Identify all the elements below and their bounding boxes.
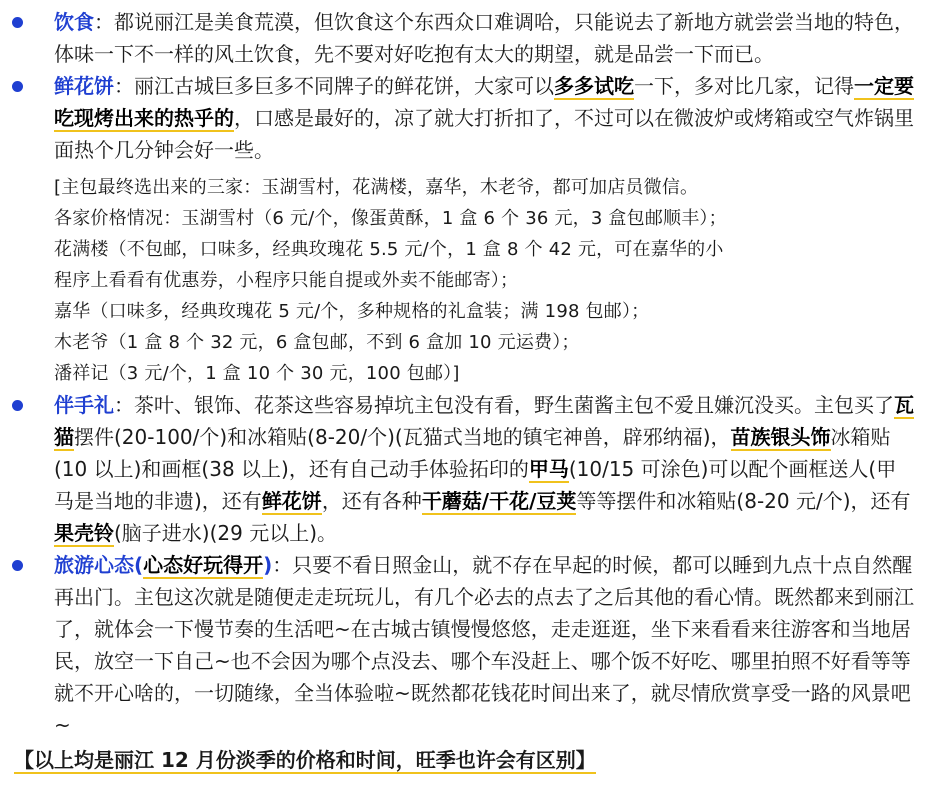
body-text: ，还有各种 (321, 489, 422, 513)
bullet-list (6, 6, 916, 741)
highlight-text: 多多试吃 (554, 74, 634, 98)
body-text: ：都说丽江是美食荒漠，但饮食这个东西众口难调哈，只能说去了新地方就尝尝当地的特色，体味一下不一样的风土饮食，先不要对好吃抱有太大的期望，就是品尝一下而已。 (54, 10, 914, 66)
price-note-line: [主包最终选出来的三家：玉湖雪村，花满楼，嘉华，木老爷，都可加店员微信。 (54, 177, 699, 198)
bullet-paragraph (54, 549, 916, 741)
body-text: ：只要不看日照金山，就不存在早起的时候，都可以睡到九点十点自然醒再出门。主包这次就是随便走走玩玩儿，有几个必去的点去了之后其他的看心情。既然都来到丽江了，就体会一下慢节奏的生活吧~在古城古镇慢慢悠悠，走走逛逛，坐下来看看来往游客和当地居民，放空一下自己~也不会因为哪个点没去、哪个车没赶上、哪个饭不好吃、哪里拍照不好看等等就不开心啥的，一切随缘，全当体验啦~既然都花钱花时间出来了，就尽情欣赏享受一路的风景吧~ (54, 553, 914, 737)
heading-punct: ( (134, 553, 144, 577)
item-heading: 饮食 (54, 10, 94, 34)
body-text: ，口感是最好的，凉了就大打折扣了，不过可以在微波炉或烤箱或空气炸锅里面热个几分钟会好一些。 (54, 106, 914, 162)
highlight-text: 鲜花饼 (261, 489, 322, 513)
bullet-paragraph (54, 389, 916, 549)
price-note-line: 花满楼（不包邮，口味多，经典玫瑰花 5.5 元/个，1 盒 8 个 42 元，可在嘉华的小 (54, 239, 724, 260)
footer-note-text: 【以上均是丽江 12 月份淡季的价格和时间，旺季也许会有区别】 (14, 748, 596, 772)
highlight-text: 心态好玩得开 (143, 553, 264, 577)
price-note-line: 各家价格情况：玉湖雪村（6 元/个，像蛋黄酥，1 盒 6 个 36 元，3 盒包邮顺丰）； (54, 208, 727, 229)
bullet-item (6, 70, 916, 389)
bullet-item (6, 389, 916, 549)
footer-note (6, 743, 916, 777)
bullet-paragraph (54, 6, 916, 70)
item-heading: 旅游心态 (54, 553, 134, 577)
body-text: 一下，多对比几家，记得 (634, 74, 854, 98)
bullet-item (6, 549, 916, 741)
body-text: 等等摆件和冰箱贴(8-20 元/个)，还有 (576, 489, 911, 513)
highlight-text: 甲马 (528, 457, 569, 481)
item-heading: 鲜花饼 (54, 74, 114, 98)
bullet-dot-icon (12, 81, 23, 92)
item-heading: 伴手礼 (54, 393, 114, 417)
body-text: ：茶叶、银饰、花茶这些容易掉坑主包没有看，野生菌酱主包不爱且嫌沉没买。主包买了 (114, 393, 894, 417)
body-text: (10/15 可涂色)可以配个画框送人(甲马是当地的非遗)，还有 (54, 457, 897, 513)
bullet-dot-icon (12, 560, 23, 571)
price-note-line: 木老爷（1 盒 8 个 32 元，6 盒包邮，不到 6 盒加 10 元运费）； (54, 332, 580, 353)
bullet-item (6, 6, 916, 70)
highlight-text: 一定要吃现烤出来的热乎的 (54, 74, 914, 130)
price-note-line: 潘祥记（3 元/个，1 盒 10 个 30 元，100 包邮）] (54, 363, 460, 384)
body-text: 摆件(20-100/个)和冰箱贴(8-20/个)(瓦猫式当地的镇宅神兽，辟邪纳福)， (74, 425, 731, 449)
body-text: ：丽江古城巨多巨多不同牌子的鲜花饼，大家可以 (114, 74, 554, 98)
highlight-text: 干蘑菇/干花/豆荚 (421, 489, 577, 513)
bullet-paragraph (54, 70, 916, 166)
bullet-dot-icon (12, 400, 23, 411)
price-notes (54, 172, 916, 389)
bullet-dot-icon (12, 17, 23, 28)
highlight-text: 瓦猫 (54, 393, 914, 449)
price-note-line: 嘉华（口味多，经典玫瑰花 5 元/个，多种规格的礼盒装；满 198 包邮）； (54, 301, 650, 322)
heading-punct: ) (263, 553, 273, 577)
highlight-text: 苗族银头饰 (730, 425, 831, 449)
body-text: 冰箱贴(10 以上)和画框(38 以上)，还有自己动手体验拓印的 (54, 425, 891, 481)
body-text: (脑子进水)(29 元以上)。 (114, 521, 338, 545)
price-note-line: 程序上看看有优惠券，小程序只能自提或外卖不能邮寄）； (54, 270, 519, 291)
highlight-text: 果壳铃 (54, 521, 114, 545)
